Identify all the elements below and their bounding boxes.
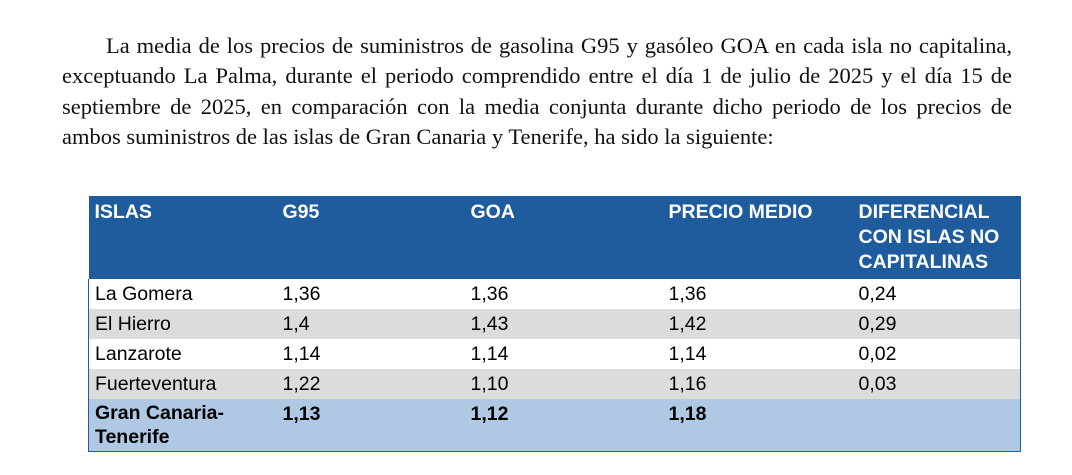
table-header-row [89,196,1021,279]
cell-goa: 1,14 [465,339,663,369]
diferencial-line-3: CAPITALINAS [858,251,989,273]
cell-g95: 1,14 [277,339,465,369]
diferencial-line-1: DIFERENCIAL [858,201,990,223]
table-row [89,279,1021,309]
cell-isla: El Hierro [89,309,277,339]
cell-precio-medio: 1,42 [663,309,853,339]
column-header-goa: GOA [465,196,663,279]
intro-paragraph: La media de los precios de suministros de gasolina G95 y gasóleo GOA en cada isla no capitalina, exceptuando La Palma, durante el periodo comprendido entre el día 1 de julio de 2025 y el día 15 de septiembre de 2025, en comparación con la media conjunta durante dicho periodo de los precios de ambos suministros de las islas de Gran Canaria y Tenerife, ha sido la siguiente: [62,32,1012,149]
price-table-container [88,196,1000,452]
cell-isla: La Gomera [89,279,277,309]
cell-precio-medio: 1,14 [663,339,853,369]
cell-diferencial-total [853,399,1021,452]
cell-precio-medio: 1,36 [663,279,853,309]
price-table [88,196,1021,452]
cell-isla: Fuerteventura [89,369,277,399]
column-header-diferencial [853,196,1021,279]
table-row [89,369,1021,399]
table-row [89,309,1021,339]
cell-goa: 1,10 [465,369,663,399]
column-header-islas: ISLAS [89,196,277,279]
total-label-line-2: Tenerife [95,426,170,448]
cell-diferencial: 0,02 [853,339,1021,369]
cell-g95: 1,22 [277,369,465,399]
cell-diferencial: 0,29 [853,309,1021,339]
total-label-line-1: Gran Canaria- [95,402,224,424]
table-header [89,196,1021,279]
cell-g95: 1,36 [277,279,465,309]
cell-g95-total: 1,13 [277,399,465,452]
cell-isla-total [89,399,277,452]
table-body [89,279,1021,452]
table-row-total [89,399,1021,452]
column-header-g95: G95 [277,196,465,279]
cell-precio-medio: 1,16 [663,369,853,399]
cell-g95: 1,4 [277,309,465,339]
cell-diferencial: 0,24 [853,279,1021,309]
column-header-precio-medio: PRECIO MEDIO [663,196,853,279]
cell-precio-medio-total: 1,18 [663,399,853,452]
cell-goa: 1,43 [465,309,663,339]
table-row [89,339,1021,369]
cell-diferencial: 0,03 [853,369,1021,399]
diferencial-line-2: CON ISLAS NO [858,226,1000,248]
cell-goa: 1,36 [465,279,663,309]
cell-isla: Lanzarote [89,339,277,369]
cell-goa-total: 1,12 [465,399,663,452]
